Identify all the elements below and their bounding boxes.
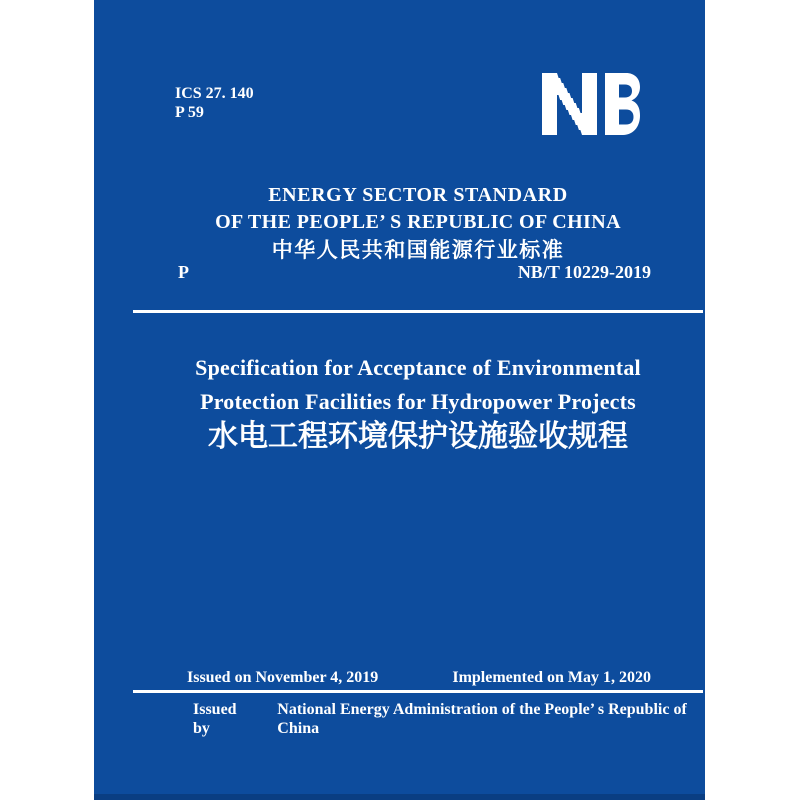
standard-number: NB/T 10229-2019 bbox=[517, 262, 651, 282]
ics-code: ICS 27. 140 bbox=[175, 85, 254, 102]
issued-by-organization: National Energy Administration of the People’ s Republic of China bbox=[277, 701, 687, 737]
ics-p-code: P 59 bbox=[175, 104, 204, 121]
header-line1-en: ENERGY SECTOR STANDARD bbox=[268, 184, 568, 206]
nb-letter-n bbox=[542, 73, 597, 135]
implemented-on-date: Implemented on May 1, 2020 bbox=[452, 669, 651, 686]
nb-logo-icon bbox=[542, 72, 640, 136]
title-line2-en: Protection Facilities for Hydropower Projects bbox=[200, 389, 636, 414]
cover-bottom-shadow bbox=[94, 794, 705, 800]
header-line3-zh: 中华人民共和国能源行业标准 bbox=[271, 239, 565, 262]
top-divider-rule bbox=[133, 310, 703, 313]
title-line1-en: Specification for Acceptance of Environmental bbox=[195, 355, 641, 380]
p-class-label: P bbox=[178, 262, 189, 282]
issued-by-row bbox=[133, 700, 703, 738]
nb-letter-b bbox=[605, 73, 640, 135]
bottom-divider-rule bbox=[133, 690, 703, 693]
nb-logo bbox=[542, 72, 640, 136]
header-line2-en: OF THE PEOPLE’ S REPUBLIC OF CHINA bbox=[215, 211, 621, 233]
issue-dates-row bbox=[133, 668, 703, 687]
issued-by-label: Issued by bbox=[193, 701, 237, 737]
ics-classification bbox=[175, 84, 254, 122]
blue-cover bbox=[94, 0, 705, 800]
title-zh: 水电工程环境保护设施验收规程 bbox=[208, 420, 628, 453]
issued-on-date: Issued on November 4, 2019 bbox=[187, 669, 379, 686]
code-row bbox=[133, 262, 703, 282]
